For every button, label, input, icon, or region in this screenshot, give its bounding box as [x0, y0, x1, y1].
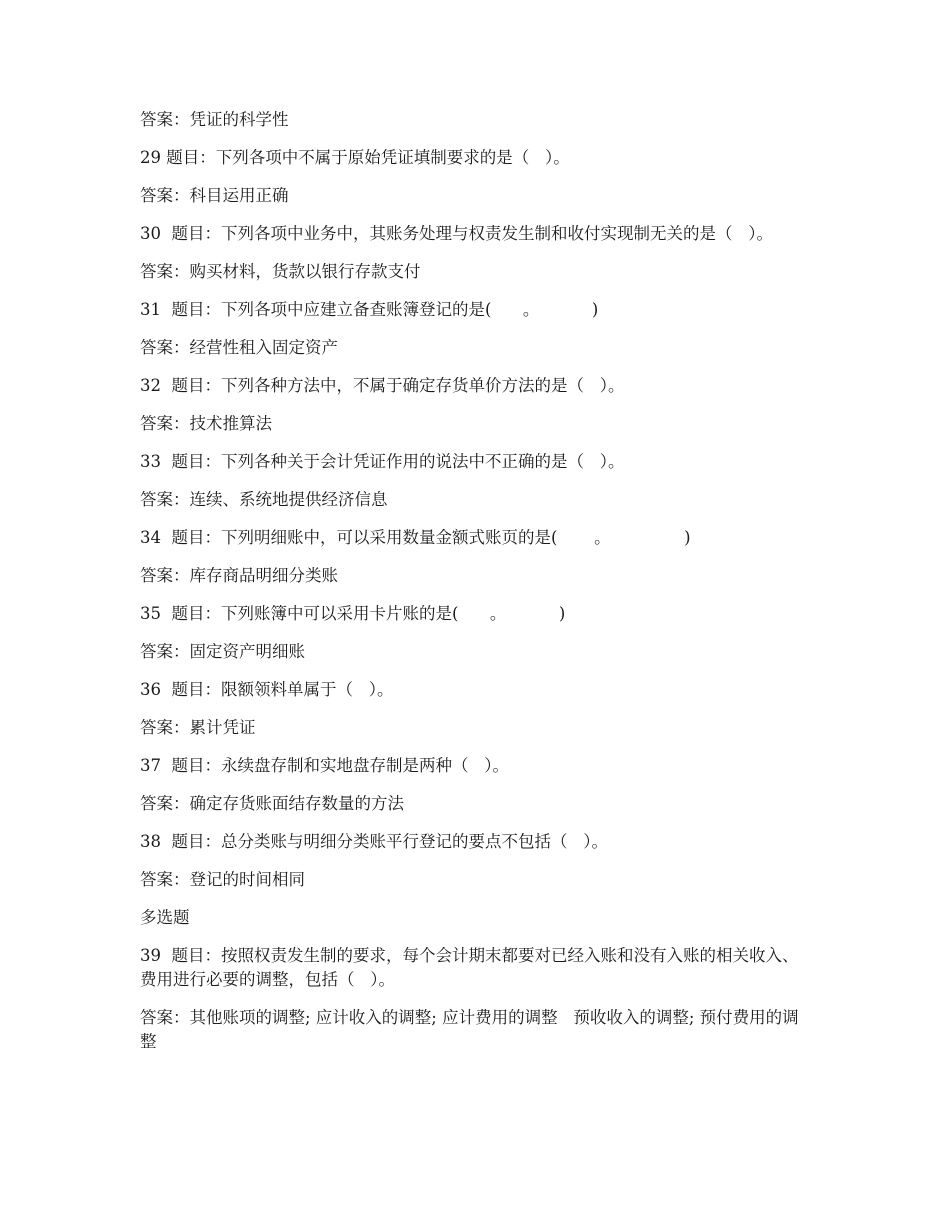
question-line: 33 题目：下列各种关于会计凭证作用的说法中不正确的是（ ）。 [140, 452, 625, 471]
answer-line: 答案：库存商品明细分类账 [140, 566, 338, 585]
answer-line: 答案：凭证的科学性 [140, 110, 289, 129]
question-line: 34 题目：下列明细账中，可以采用数量金额式账页的是( 。 ) [140, 528, 691, 547]
question-line: 35 题目：下列账簿中可以采用卡片账的是( 。 ) [140, 604, 566, 623]
question-line: 37 题目：永续盘存制和实地盘存制是两种（ ）。 [140, 756, 509, 775]
question-line: 32 题目：下列各种方法中，不属于确定存货单价方法的是（ ）。 [140, 376, 625, 395]
answer-line: 答案：购买材料，货款以银行存款支付 [140, 262, 421, 281]
question-line: 31 题目：下列各项中应建立备查账簿登记的是( 。 ) [140, 300, 599, 319]
answer-line: 答案：经营性租入固定资产 [140, 338, 338, 357]
document-page [140, 108, 810, 1068]
question-line: 30 题目：下列各项中业务中，其账务处理与权责发生制和收付实现制无关的是（ ）。 [140, 224, 773, 243]
answer-line: 答案：连续、系统地提供经济信息 [140, 490, 388, 509]
question-line: 38 题目：总分类账与明细分类账平行登记的要点不包括（ ）。 [140, 832, 608, 851]
answer-line: 答案：登记的时间相同 [140, 870, 305, 889]
section-heading: 多选题 [140, 908, 190, 927]
question-line: 29 题目：下列各项中不属于原始凭证填制要求的是（ ）。 [140, 148, 570, 167]
question-line: 39 题目：按照权责发生制的要求，每个会计期末都要对已经入账和没有入账的相关收入、费用进行必要的调整，包括（ ）。 [140, 946, 799, 989]
answer-line: 答案：技术推算法 [140, 414, 272, 433]
answer-line: 答案：科目运用正确 [140, 186, 289, 205]
answer-line: 答案：其他账项的调整; 应计收入的调整; 应计费用的调整 预收收入的调整; 预付费用的调整 [140, 1008, 799, 1051]
answer-line: 答案：累计凭证 [140, 718, 256, 737]
question-line: 36 题目：限额领料单属于（ ）。 [140, 680, 394, 699]
answer-line: 答案：确定存货账面结存数量的方法 [140, 794, 404, 813]
answer-line: 答案：固定资产明细账 [140, 642, 305, 661]
